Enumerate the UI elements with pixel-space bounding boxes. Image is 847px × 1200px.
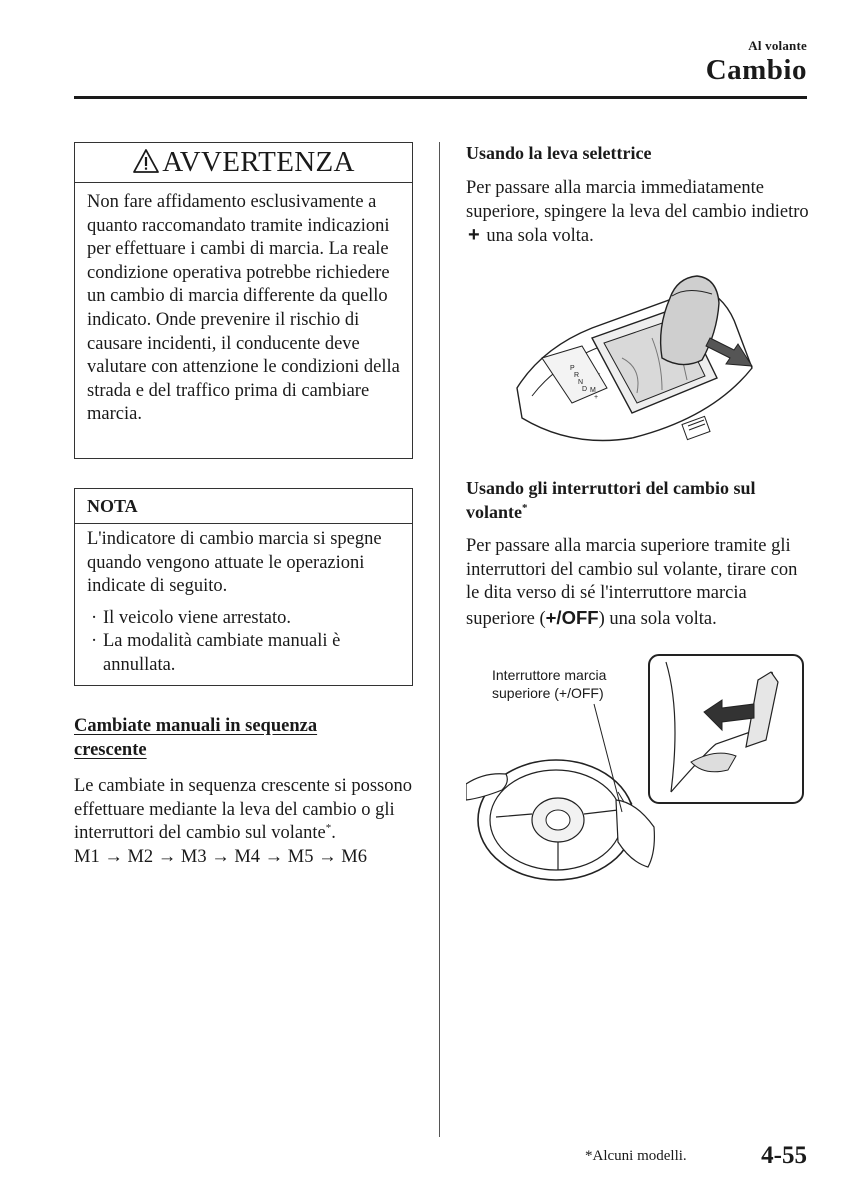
lever-heading: Usando la leva selettrice	[466, 143, 652, 163]
footnote: *Alcuni modelli.	[585, 1148, 687, 1164]
paddle-text-end: ) una sola volta.	[598, 608, 717, 629]
note-body	[75, 524, 412, 678]
gear-sequence: M1 → M2 → M3 → M4 → M5 → M6	[74, 846, 367, 867]
shift-lever-illustration	[512, 268, 762, 448]
paddle-text: Per passare alla marcia superiore tramite gli interruttori del cambio sul volante, tirare con le dita verso di sé l'interruttore marcia superiore (	[466, 536, 798, 629]
warning-triangle-icon	[132, 148, 160, 174]
note-text: L'indicatore di cambio marcia si spegne quando vengono attuate le operazioni indicate di seguito.	[87, 529, 382, 597]
plus-symbol: +	[468, 224, 480, 247]
paddle-heading	[466, 476, 806, 524]
note-box	[74, 488, 413, 686]
note-title: NOTA	[75, 489, 412, 524]
gear-label: N	[578, 379, 584, 386]
lever-paragraph	[466, 177, 811, 249]
column-divider	[439, 142, 440, 1137]
gear-label: R	[574, 372, 580, 379]
title-rule	[74, 96, 807, 99]
footnote-mark: *	[325, 822, 332, 835]
footnote-mark: *	[522, 502, 528, 514]
page-title: Cambio	[705, 54, 807, 86]
note-list-item: · Il veicolo viene arrestato.	[87, 607, 400, 631]
manual-upshift-paragraph	[74, 775, 419, 869]
gear-label: P	[570, 365, 575, 372]
manual-upshift-heading	[74, 714, 344, 762]
manual-upshift-text-end: .	[331, 823, 336, 844]
gear-label: D	[582, 386, 588, 393]
lever-text-end: una sola volta.	[486, 226, 594, 247]
page-number: 4-55	[761, 1142, 807, 1169]
note-list-item: · La modalità cambiate manuali è annullata.	[87, 630, 400, 677]
warning-header	[75, 143, 412, 183]
gear-label: -	[598, 371, 601, 378]
warning-box	[74, 142, 413, 459]
paddle-heading-text: Usando gli interruttori del cambio sul volante	[466, 478, 756, 522]
warning-text: Non fare affidamento esclusivamente a quanto raccomandato tramite indicazioni per effettuare i cambi di marcia. La reale condizione operativa potrebbe richiedere un cambio di marcia differente da quello indicato. Onde prevenire il rischio di causare incidenti, il conducente deve valutare con attenzione le condizioni della strada e del traffico prima di cambiare marcia.	[87, 192, 400, 425]
manual-upshift-heading-text: Cambiate manuali in sequenza crescente	[74, 716, 318, 760]
warning-title: AVVERTENZA	[162, 146, 355, 178]
lever-text: Per passare alla marcia immediatamente superiore, spingere la leva del cambio indietro	[466, 178, 809, 222]
note-list	[87, 607, 400, 678]
upshift-switch-callout: Interruttore marcia superiore (+/OFF)	[492, 667, 607, 701]
manual-upshift-text: Le cambiate in sequenza crescente si possono effettuare mediante la leva del cambio o gli interruttori del cambio sul volante	[74, 776, 413, 844]
paddle-paragraph	[466, 535, 811, 631]
gear-label: +	[594, 394, 599, 401]
gear-label: M	[590, 387, 596, 394]
section-label: Al volante	[748, 38, 807, 53]
upshift-switch-symbol: +/OFF	[545, 606, 599, 628]
